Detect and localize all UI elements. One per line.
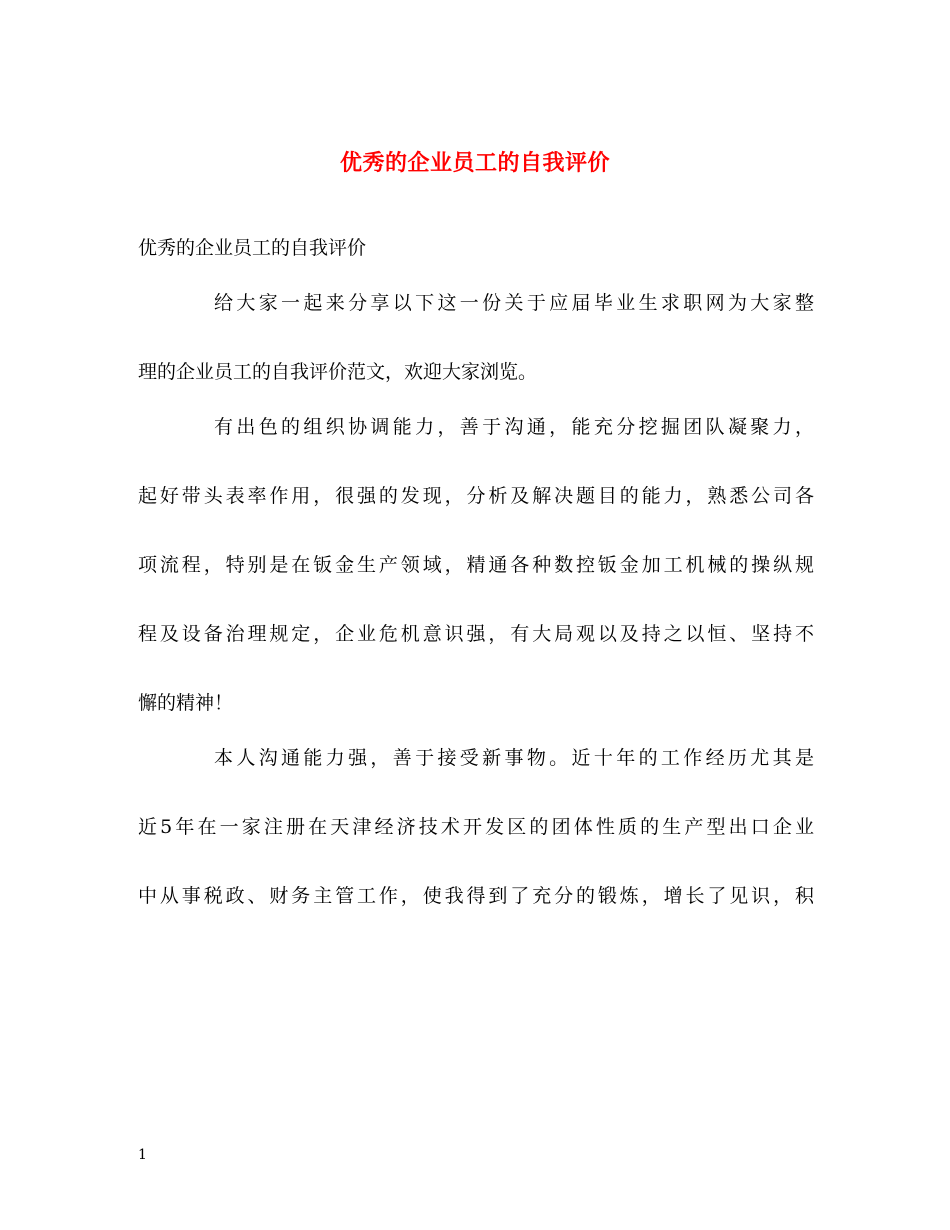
document-title: 优秀的企业员工的自我评价	[339, 150, 610, 176]
document-body	[138, 230, 814, 947]
page-number: 1	[138, 1147, 147, 1163]
paragraph-1-line-2: 理的企业员工的自我评价范文，欢迎大家浏览。	[138, 361, 538, 383]
paragraph-2-line-1: 有出色的组织协调能力，善于沟通，能充分挖掘团队凝聚力，	[214, 416, 814, 438]
paragraph-1-line-1: 给大家一起来分享以下这一份关于应届毕业生求职网为大家整	[214, 292, 814, 314]
paragraph-3-line-1: 本人沟通能力强，善于接受新事物。近十年的工作经历尤其是	[214, 747, 814, 769]
paragraph-2-line-5: 懈的精神！	[138, 692, 234, 714]
paragraph-3-line-3: 中从事税政、财务主管工作，使我得到了充分的锻炼，增长了见识，积	[138, 885, 814, 907]
paragraph-2-line-3: 项流程，特别是在钣金生产领域，精通各种数控钣金加工机械的操纵规	[138, 554, 814, 576]
subtitle-line: 优秀的企业员工的自我评价	[138, 237, 367, 259]
paragraph-3-line-2: 近5年在一家注册在天津经济技术开发区的团体性质的生产型出口企业	[138, 816, 814, 838]
paragraph-2-line-2: 起好带头表率作用，很强的发现，分析及解决题目的能力，熟悉公司各	[138, 485, 814, 507]
paragraph-2-line-4: 程及设备治理规定，企业危机意识强，有大局观以及持之以恒、坚持不	[138, 623, 814, 645]
